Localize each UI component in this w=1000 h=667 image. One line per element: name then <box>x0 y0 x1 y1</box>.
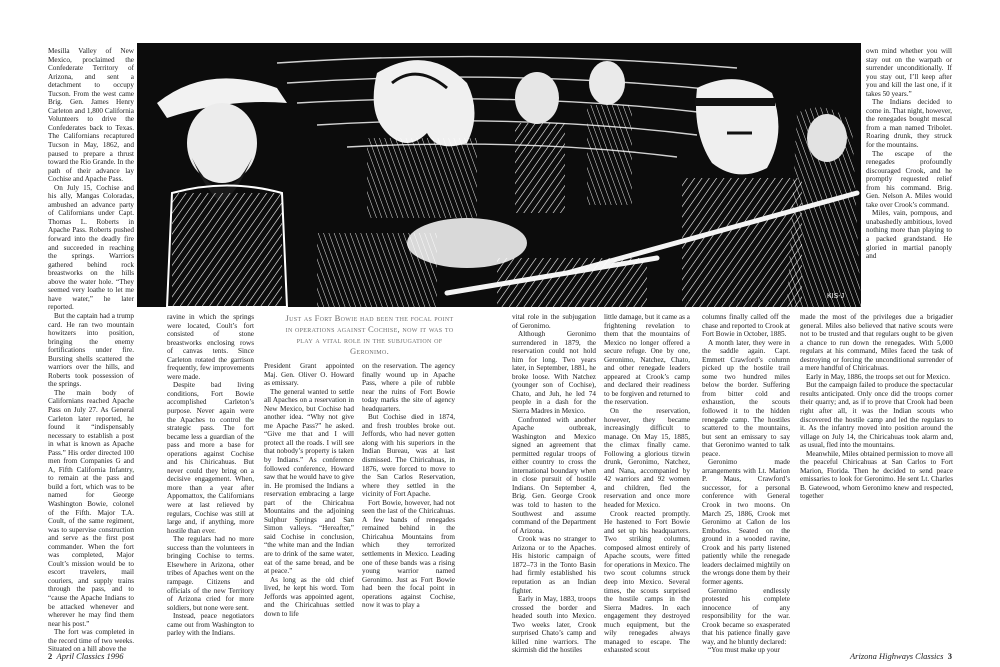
paragraph: The regulars had no more success than the volunteers in bringing Cochise to terms. Elsewhere in Arizona, other tribes of Apaches went on the rampage. Citizens and officials of the new Territory of Arizona cried for more soldiers, but none were sent. <box>167 535 254 612</box>
paragraph: columns finally called off the chase and reported to Crook at Fort Bowie in October, 1885. <box>702 313 791 339</box>
paragraph: Miles, vain, pompous, and unabashedly ambitious, loved nothing more than playing to a packed grandstand. He gloried in martial panoply and <box>866 209 952 261</box>
paragraph: Geronimo made arrangements with Lt. Marion P. Maus, Crawford’s successor, for a personal conference with General Crook in two moons. On March 25, 1886, Crook met Geronimo at Cañon de los Embudos. Seated on the ground in a wooded ravine, Crook and his party listened patiently while the renegade leaders declaimed mightily on the wrongs done them by their former agents. <box>702 458 790 586</box>
paragraph: made the most of the privileges due a brigadier general. Miles also believed that native scouts were not to be trusted and that regulars ought to be given a chance to run down the renegades. With 5,000 regulars at his command, Miles faced the task of destroying or forcing the unconditional surrender of a mere handful of Chiricahuas. <box>800 313 953 373</box>
paragraph: Mesilla Valley of New Mexico, proclaimed the Confederate Territory of Arizona, and sent a detachment to occupy Tucson. From the west came Brig. Gen. James Henry Carleton and 1,800 California Volunteers to drive the Confederates back to Texas. The Californians recaptured Tucson in May, 1862, and paused to prepare a thrust toward the Rio Grande. In the path of their advance lay Cochise and Apache Pass. <box>48 47 134 184</box>
paragraph: But the captain had a trump card. He ran two mountain howitzers into position, bringing the enemy fortifications under fire. Bursting shells scattered the warriors over the hills, and Roberts took possession of the springs. <box>48 311 134 389</box>
paragraph: President Grant appointed Maj. Gen. Oliver O. Howard as emissary. <box>264 362 354 388</box>
paragraph: Geronimo endlessly protested his complete innocence of any responsibility for the war. Crook became so exasperated that his patience finally gave way, and he bluntly declared: <box>702 586 790 646</box>
footer-right <box>850 651 952 661</box>
paragraph: The fort was completed in the record time of two weeks. Situated on a hill above the <box>48 628 134 654</box>
paragraph: “You must make up your <box>708 646 780 655</box>
paragraph: Early in May, 1886, the troops set out for Mexico. <box>806 372 951 381</box>
paragraph: The Indians decided to come in. That night, however, the renegades bought mescal from a man named Tribolet. Roaring drunk, they struck for the mountains. <box>866 98 953 150</box>
paragraph: The escape of the renegades profoundly discouraged Crook, and he promptly requested relief from his command. Brig. Gen. Nelson A. Miles would take over Crook’s command. <box>866 149 952 209</box>
paragraph: Crook reacted promptly. He hastened to Fort Bowie and set up his headquarters. Two striking columns, composed almost entirely of Apache scouts, were fitted for operations in Mexico. The two scout columns struck deep into Mexico. Several times, the scouts surprised the hostile camps in the Sierra Madres. In each engagement they destroyed much equipment, but the wily renegades always managed to escape. The exhausted scout <box>604 509 690 655</box>
paragraph: own mind whether you will stay out on the warpath or surrender unconditionally. If you stay out, I’ll keep after you and kill the last one, if it takes 50 years.” <box>866 47 952 98</box>
paragraph: Crook was no stranger to Arizona or to the Apaches. His historic campaign of 1872–73 in the Tonto Basin had firmly established his reputation as an Indian fighter. <box>512 535 596 595</box>
footer-right-title: Arizona Highways Classics <box>849 651 944 661</box>
paragraph: on the reservation. The agency finally wound up in Apache Pass, where a pile of rubble near the ruins of Fort Bowie today marks the site of agency headquarters. <box>362 362 455 413</box>
page-number-right: 3 <box>947 651 952 661</box>
paragraph: But the campaign failed to produce the spectacular results anticipated. Only once did the troops corner their quarry; and, as if to prove that Crook had been right after all, it was the Indian scouts who discovered the hostile camp and led the regulars to it. As the infantry moved into position around the village on July 14, the Chiricahuas took alarm and, as usual, fled into the mountains. <box>800 381 953 450</box>
paragraph: The main body of Californians reached Apache Pass on July 27. As General Carleton later reported, he found it “indispensably necessary to establish a post in what is known as Apache Pass.” His order directed 100 men from Companies G and A, Fifth California Infantry, to remain at the pass and build a fort, which was to be named for George Washington Bowie, colonel of the Fifth. Major T.A. Coult, of the same regiment, was to supervise construction and serve as the first post commander. When the fort was completed, Major Coult’s mission would be to escort travelers, mail couriers, and supply trains through the pass, and to “cause the Apache Indians to be attacked whenever and wherever he may find them near his post.” <box>48 388 134 628</box>
paragraph: A month later, they were in the saddle again. Capt. Emmett Crawford’s column picked up the hostile trail some two hundred miles below the border. Suffering from bitter cold and exhaustion, the scouts followed it to the hidden renegade camp. The hostiles scattered to the mountains, but sent an emissary to say that Geronimo wanted to talk peace. <box>702 338 790 458</box>
pull-quote: Just as Fort Bowie had been the focal point in operations against Cochise, now it was to play a vital role in the subjugation of Geronimo. <box>285 313 454 356</box>
column-6 <box>604 313 690 655</box>
paragraph: Early in May, 1883, troops crossed the border and headed south into Mexico. Two weeks later, Crook surprised Chato’s camp and killed nine warriors. The skirmish did the hostiles <box>512 595 596 655</box>
horse-figure <box>367 60 477 218</box>
page-number-left: 2 <box>48 651 53 661</box>
paragraph: As long as the old chief lived, he kept his word. Tom Jeffords was appointed agent, and the Chiricahuas settled down to life <box>264 575 354 618</box>
paragraph: Instead, peace negotiators came out from Washington to parley with the Indians. <box>167 612 254 638</box>
column-3 <box>264 362 354 618</box>
paragraph: ravine in which the springs were located, Coult’s fort consisted of stone breastworks enclosing rows of canvas tents. Since Carleton rotated the garrison frequently, few improvements were made. <box>167 313 254 381</box>
paragraph: little damage, but it came as a frightening revelation to them that the mountains of Mexico no longer offered a secure refuge. One by one, Geronimo, Natchez, Chato, and other renegade leaders appeared at Crook’s camp and declared their readiness to be forgiven and returned to the reservation. <box>604 313 690 407</box>
artist-signature: KIS-J <box>827 293 845 300</box>
paragraph: The general wanted to settle all Apaches on a reservation in New Mexico, but Cochise had another idea. “Why not give me Apache Pass?” he asked. “Give me that and I will protect all the roads. I will see that nobody’s property is taken by Indians.” As conference followed conference, Howard saw that he would have to give in. He promised the Indians a reservation embracing a large part of the Chiricahua Mountains and the adjoining Sulphur Springs and San Simon valleys. “Hereafter,” said Cochise in conclusion, “the white man and the Indian are to drink of the same water, eat of the same bread, and be at peace.” <box>264 387 354 576</box>
column-2 <box>167 313 254 638</box>
column-1 <box>48 47 134 654</box>
paragraph: But Cochise died in 1874, and fresh troubles broke out. Jeffords, who had never gotten along with his superiors in the Indian Bureau, was at last dismissed. The Chiricahuas, in 1876, were forced to move to the San Carlos Reservation, where they settled in the vicinity of Fort Apache. <box>362 413 455 499</box>
paragraph: On the reservation, however, they became increasingly difficult to manage. On May 15, 1885, the climax finally came. Following a glorious tizwin drunk, Geronimo, Natchez, and Nana, accompanied by 42 warriors and 92 women and children, fled the reservation and once more headed for Mexico. <box>604 407 690 510</box>
paragraph: Fort Bowie, however, had not seen the last of the Chiricahuas. A few bands of renegades remained behind in the Chiricahua Mountains from which they terrorized settlements in Mexico. Leading one of these bands was a rising young warrior named Geronimo. Just as Fort Bowie had been the focal point in operations against Cochise, now it was to play a <box>362 498 455 610</box>
footer-left-title: April Classics 1996 <box>56 651 124 661</box>
column-5 <box>512 313 596 655</box>
column-8-top <box>866 47 952 261</box>
paragraph: Despite bad living conditions, Fort Bowie accomplished Carleton’s purpose. Never again were the Apaches to control the strategic pass. The fort became less a guardian of the pass and more a base for operations against Cochise and his Chiricahuas. But never could they bring on a decisive engagement. When, more than a year after Appomattox, the Californians were at last relieved by regulars, Cochise was still at large and, if anything, more hostile than ever. <box>167 381 254 535</box>
column-8-bottom <box>800 313 953 501</box>
column-7 <box>702 313 790 655</box>
woodcut-illustration <box>137 43 861 307</box>
paragraph: vital role in the subjugation of Geronimo. <box>512 313 596 330</box>
column-4 <box>362 362 455 610</box>
paragraph: Confronted with another Apache outbreak, Washington and Mexico signed an agreement that permitted regular troops of either country to cross the international boundary when in close pursuit of hostile Indians. On September 4, Brig. Gen. George Crook was told to hasten to the Southwest and assume command of the Department of Arizona. <box>512 415 596 535</box>
paragraph: Although Geronimo surrendered in 1879, the reservation could not hold him for long. Two years later, in September, 1881, he broke loose. With Natchez (younger son of Cochise), Chato, and Juh, he led 74 people in a dash for the Sierra Madres in Mexico. <box>512 330 596 416</box>
footer-left <box>48 651 124 661</box>
paragraph: On July 15, Cochise and his ally, Mangas Coloradas, ambushed an advance party of Californians under Capt. Thomas L. Roberts in Apache Pass. Roberts pushed forward into the deadly fire and succeeded in reaching the springs. Warriors gathered behind rock breastworks on the hills above the water hole. “They seemed very loathe to let me have water,” he later reported. <box>48 183 134 312</box>
paragraph: Meanwhile, Miles obtained permission to move all the peaceful Chiricahuas at San Carlos to Fort Marion, Florida. Then he decided to send peace emissaries to look for Geronimo. He sent Lt. Charles B. Gatewood, whom Geronimo knew and respected, together <box>800 449 953 501</box>
